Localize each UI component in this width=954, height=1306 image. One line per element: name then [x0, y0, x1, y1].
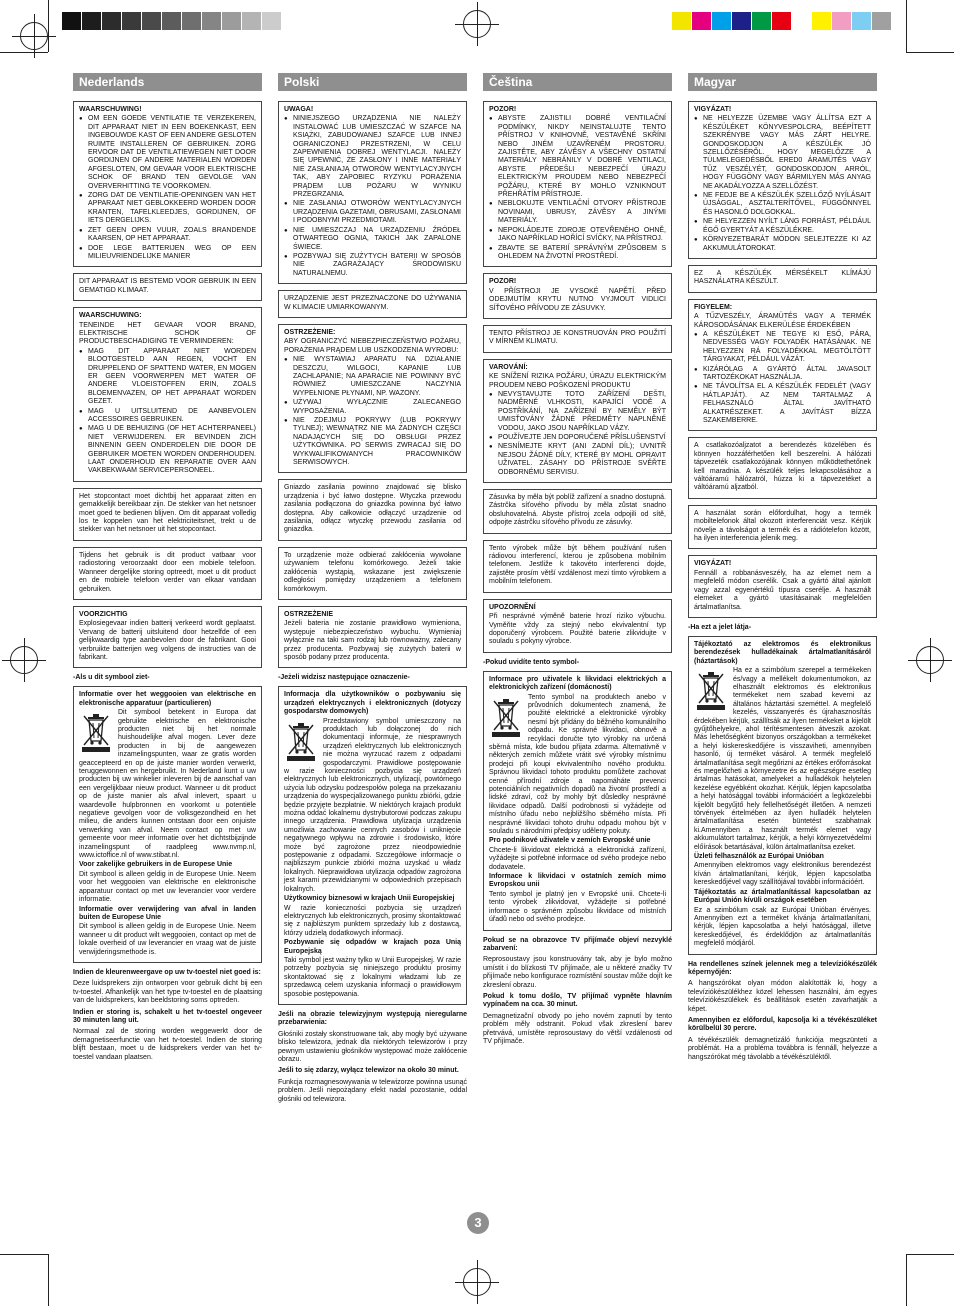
- crop-mark: [0, 52, 48, 53]
- warning-item: ● NIE ZASŁANIAJ OTWORÓW WENTYLACYJNYCH URZĄDZENIA GAZETAMI, OBRUSAMI, ZASŁONAMI I PODOBNYMI PRZEDMIOTAMI.: [284, 200, 461, 225]
- warning-intro: A TŰZVESZÉLY, ÁRAMÜTÉS VAGY A TERMÉK KÁROSODÁSÁNAK ELKERÜLÉSE ÉRDEKÉBEN: [694, 313, 871, 329]
- tv-off-text: A tévékészülék demagnetizáló funkciója megszünteti a problémát. Ha a probléma továbbra is fennáll, helyezze a hangszórókat még távolabb a tévékészüléktől.: [688, 1036, 877, 1061]
- disposal-text: Tento symbol na produktech anebo v průvodních dokumentech znamená, že použité elektrické a elektronické výrobky nesmí být přidány do běžného komunálního odpadu. Ke správné likvidaci, obnově a recyklaci doručte tyto výrobky na určená sběrná místa, kde budou přijata zdarma. Alternativně v některých zemích můžete vrátit své výrobky místnímu prodejci při koupi ekvivalentního nového produktu. Správnou likvidací tohoto produktu pomůžete zachovat cenné přírodní zdroje a napomáháte prevenci potenciálních negativních dopadů na životní prostředí a lidské zdraví, což by mohly být důsledky nesprávné likvidace odpadů. Další podrobnosti si vyžádejte od místního úřadu nebo nejbližšího sběrného místa. Při nesprávné likvidaci tohoto druhu odpadu mohou být v souladu s národními předpisy uděleny pokuty.: [489, 693, 666, 836]
- warning-item: ● ABYSTE ZAJISTILI DOBRÉ VENTILAČNÍ PODMÍNKY, NIKDY NEINSTALUJTE TENTO PŘÍSTROJ V KNIHOVNĚ, VESTAVĚNÉ SKŘÍNI NEBO JINÉM UZAVŘENÉM PROSTORU. ZAJISTĚTE, ABY ZÁVĚSY A VŠECHNY OSTATNÍ MATERIÁLY NEBRÁNILY V DOBRÉ VENTILACI, ABYSTE PŘEDEŠLI NEBEZPEČÍ ÚRAZU ELEKTRICKÝM PROUDEM NEBO NEBEZPEČÍ POŽÁRU, KTERÉ BY MOHLO VZNIKNOUT PŘEHŘÁTÍM PŘÍSTROJE.: [489, 115, 666, 199]
- warning-title: VAROVÁNÍ:: [489, 363, 528, 371]
- warning-intro: TENEINDE HET GEVAAR VOOR BRAND, ELEKTRISCHE SCHOK OF PRODUCTBESCHADIGING TE VERMINDEREN:: [79, 321, 256, 346]
- warning-intro: ABY OGRANICZYĆ NIEBEZPIECZEŃSTWO POŻARU, PORAŻENIA PRĄDEM LUB USZKODZENIA WYROBU:: [284, 338, 461, 354]
- warning-intro: KE SNÍŽENÍ RIZIKA POŽÁRU, ÚRAZU ELEKTRICKÝM PROUDEM NEBO POŠKOZENÍ PRODUKTU: [489, 373, 666, 389]
- warning-title: POZOR!: [489, 106, 517, 113]
- disposal-text: Ha ez a szimbólum szerepel a termékeken és/vagy a mellékelt dokumentumokon, az elhasznált elektromos és elektronikus termékeket nem szabad keverni az általános háztartási szeméttel. A megfelelő kezelés, visszanyerés és újrahasznosítás érdekében kérjük, szállítsák az ilyen termékeket a kijelölt gyűjtőhelyekre, ahol térítésmentesen átveszik azokat. Más lehetőségként bizonyos országokban a termékeket a helyi kiskereskedőjére is visszaviheti, amennyiben hasonló, új terméket vásárol. A termék megfelelő ártalmatlanítása segít megőrizni az értékes erőforrásokat és megelőzheti a környezetre és az egészségre esetleg ártalmas hatásokat, amelyeket a hulladékok helytelen kezelése egyébként okozhat. Kérjük, lépjen kapcsolatba a helyi hatósággal további információért a legközelebbi kijelölt begyűjtő hely fellelhetőségét illetően. A nemzeti törvények értelmében az ilyen hulladék helytelen ártalmatlanítása esetén büntetést szabhatnak ki.Amennyiben a használt termék elemet vagy akkumulátort tartalmaz, kérjük, a helyi környezetvédelmi előírások betartásával, külön ártalmatlanítsa ezeket.: [694, 667, 871, 851]
- warning-title: OSTRZEŻENIE:: [284, 328, 336, 336]
- tv-color-title: Pokud se na obrazovce TV přijímače objeví nezvyklé zabarvení:: [483, 936, 672, 952]
- caution-text: V PŘÍSTROJI JE VYSOKÉ NAPĚTÍ. PŘED ODEJMUTÍM KRYTU NUTNO VYJMOUT VIDLICI SÍŤOVÉHO PŘÍVODU ZE ZÁSUVKY.: [489, 287, 666, 312]
- tv-color-title: Ha rendellenes színek jelennek meg a televíziókészülék képernyőjén:: [688, 960, 877, 976]
- language-header: Nederlands: [73, 73, 262, 91]
- warning-item: ● UŻYWAJ WYŁĄCZNIE ZALECANEGO WYPOSAŻENIA.: [284, 399, 461, 416]
- crossed-bin-icon: [489, 696, 523, 738]
- warning-item: ● MAG U DE BEHUIZING (OF HET ACHTERPANEEL) NIET VERWIJDEREN. ER BEVINDEN ZICH BINNENIN GEEN ONDERDELEN DIE DOOR DE GEBRUIKER MOETEN WORDEN ONDERHOUDEN. LAAT ONDERHOUD EN REPARATIE OVER AAN VAKBEKWAAM SERVICEPERSONEEL.: [79, 425, 256, 475]
- caution-title: POZOR!: [489, 278, 517, 286]
- warning-item: ● NIE WYSTAWIAJ APARATU NA DZIAŁANIE DESZCZU, WILGOCI, KAPANIE LUB ZACHLAPANIE; NA APARACIE NIE POWINNY BYĆ RÓWNIEŻ UMIESZCZANE NACZYNIA WYPEŁNIONE PŁYNAMI, NP. WAZONY.: [284, 356, 461, 398]
- plug-text: A csatlakozóaljzatot a berendezés közelében és könnyen hozzáférhetően kell beszerelni. A hálózati tápvezeték csatlakozójának könnyen működtethetőnek kell maradnia. A készülék teljes lekapcsolásához a váltóáramú hálózatról, húzza ki a tápvezetéket a váltóáramú aljzatból.: [694, 442, 871, 492]
- warning-item: ● POUŽÍVEJTE JEN DOPORUČENÉ PŘÍSLUŠENSTVÍ: [489, 434, 666, 442]
- caution-text: Jeżeli bateria nie zostanie prawidłowo wymieniona, występuje niebezpieczeństwo wybuchu. Wymieniaj wyłącznie na taki sam rodzaj lub równoważny, zalecany przez producenta. Pozbywaj się zużytych baterii w sposób podany przez producenta.: [284, 620, 461, 661]
- registration-mark-top-center: [455, 2, 499, 46]
- tv-color-text: Deze luidsprekers zijn ontworpen voor gebruik dicht bij een tv-toestel. Afhankelijk van het type tv-toestel en de plaatsing van de luidsprekers, kan beeldstoring soms optreden.: [73, 980, 262, 1005]
- radio-interference-box: [73, 547, 262, 600]
- power-plug-box: [278, 479, 467, 540]
- crop-mark: [906, 1254, 954, 1255]
- warning-list: [489, 391, 666, 477]
- process-color-bar: [672, 12, 892, 30]
- color-swatch: [732, 12, 752, 30]
- registration-mark-right: [908, 638, 952, 682]
- language-header: Polski: [278, 73, 467, 91]
- disposal-title: Informatie over het weggooien van elektrische en elektronische apparatuur (particulieren): [79, 691, 256, 707]
- symbol-label: -Jeżeli widzisz następujące oznaczenie-: [278, 674, 410, 682]
- disposal-title: Informacja dla użytkowników o pozbywaniu się urządzeń elektrycznych i elektronicznych (dotyczy gospodarstw domowych): [284, 691, 461, 716]
- radio-text: A használat során előfordulhat, hogy a termék mobiltelefonok által okozott interferenciát vesz. Kérjük növelje a távolságot a termék és a rádiótelefon között, ha ilyen interferencia jelenik meg.: [694, 509, 871, 543]
- radio-text: Tento výrobek může být během používání rušen rádiovou interferencí, kterou je způsobena mobilním telefonem. Jestliže k takovéto interferenci dojde, zajistěte prosím větší vzdálenost mezi tímto výrobkem a mobilním telefonem.: [489, 544, 666, 586]
- warning-item: ● OM EEN GOEDE VENTILATIE TE VERZEKEREN, DIT APPARAAT NIET IN EEN BOEKENKAST, EEN INGEBOUWDE KAST OF EEN ANDERE GESLOTEN RUIMTE INSTALLEREN OF GEBRUIKEN. ZORG ERVOOR DAT DE VENTILATIEWEGEN NIET DOOR GORDIJNEN OF ANDERE MATERIALEN WORDEN AFGESLOTEN, OM GEVAAR VOOR ELEKTRISCHE SCHOK OF BRAND TEN GEVOLGE VAN OVERVERHITTING TE VOORKOMEN.: [79, 115, 256, 191]
- column-magyar: [688, 73, 877, 1065]
- warning-item: ● NEBLOKUJTE VENTILAČNÍ OTVORY PŘÍSTROJE NOVINAMI, UBRUSY, ZÁVĚSY A JINÝMI MATERIÁLY.: [489, 200, 666, 225]
- disposal-title: Informace pro uživatele k likvidaci elektrických a elektronických zařízení (domácnosti): [489, 675, 666, 692]
- disposal-info-box: [688, 636, 877, 955]
- warning-item: ● NIE UMIESZCZAJ NA URZĄDZENIU ŹRÓDEŁ OTWARTEGO OGNIA, TAKICH JAK ZAPALONE ŚWIECE.: [284, 227, 461, 252]
- tv-off-title: Pokud k tomu došlo, TV přijímač vypněte hlavním vypínačem na cca. 30 minut.: [483, 992, 672, 1009]
- disposal-info-box: [73, 686, 262, 963]
- color-swatch: [712, 12, 732, 30]
- color-swatch: [242, 12, 262, 30]
- crop-mark: [0, 1254, 48, 1255]
- color-swatch: [852, 12, 872, 30]
- warning-list: [284, 115, 461, 278]
- warning-list: [694, 115, 871, 253]
- climate-text: DIT APPARAAT IS BESTEMD VOOR GEBRUIK IN EEN GEMATIGD KLIMAAT.: [79, 278, 256, 294]
- tv-color-title: Jeśli na obrazie telewizyjnym występują nieregularne przebarwienia:: [278, 1010, 467, 1027]
- crop-mark: [48, 0, 49, 52]
- power-plug-box: [483, 489, 672, 534]
- outside-eu-text: Ez a szimbólum csak az Európai Unióban érvényes. Amennyiben ezt a terméket kívánja ártalmatlanítani, kérjük, lépjen kapcsolatba a helyi hatósággal, illetve kereskedőjével, és érdeklődjön az ártalmatlanítás megfelelő módjáról.: [694, 906, 871, 948]
- color-swatch: [832, 12, 852, 30]
- color-swatch: [872, 12, 892, 30]
- plug-text: Gniazdo zasilania powinno znajdować się blisko urządzenia i być łatwo dostępne. Wtyczka przewodu zasilania podłączona do gniazdka powinna być łatwo dostępna. Aby całkowicie odłączyć urządzenie od zasilania, odłącz wtyczkę przewodu zasilania od gniazdka.: [284, 484, 461, 534]
- battery-caution-box: [688, 555, 877, 617]
- high-voltage-caution-box: [483, 273, 672, 319]
- warning-list: [489, 115, 666, 261]
- warning-item: ● NE HELYEZZE ÜZEMBE VAGY ÁLLÍTSA EZT A KÉSZÜLÉKET KÖNYVESPOLCRA, BEÉPÍTETT SZEKRÉNYBE VAGY MÁS ZÁRT HELYRE. GONDOSKODJON A KÉSZÜLÉK JÓ SZELLŐZÉSÉRŐL. HOGY MEGELŐZZE A TÚLMELEGEDÉSBŐL ERED0 ÁRAMÜTÉS VAGY TŰZ VESZÉLYÉT, GONDOSKODJON ARRÓL, HOGY FÜGGÖNY VAGY BÁRMILYEN MÁS ANYAG NE AKADÁLYOZZA A SZELLŐZÉST.: [694, 115, 871, 191]
- battery-caution-box: [73, 606, 262, 668]
- color-swatch: [752, 12, 772, 30]
- caution-title: UPOZORNĚNÍ: [489, 603, 536, 611]
- language-header: Čeština: [483, 73, 672, 91]
- tv-color-text: Głośniki zostały skonstruowane tak, aby mogły być używane blisko telewizora, jednak dla niektórych telewizorów i przy pewnym ustawieniu głośników występować może zakłócenie obrazu.: [278, 1030, 467, 1063]
- business-users-text: Chcete-li likvidovat elektrická a elektronická zařízení, vyžádejte si potřebné informace od svého prodejce nebo dodavatele.: [489, 846, 666, 871]
- tv-off-text: Normaal zal de storing worden weggewerkt door de demagnetiseerfunctie van het tv-toestel. Indien de storing blijft bestaan, moet u de luidsprekers verder van het tv-toestel vandaan plaatsen.: [73, 1028, 262, 1061]
- color-swatch: [202, 12, 222, 30]
- radio-interference-box: [483, 540, 672, 593]
- warning-item: ● DOE LEGE BATTERIJEN WEG OP EEN MILIEUVRIENDELIJKE MANIER: [79, 245, 256, 262]
- outside-eu-title: Pozbywanie się odpadów w krajach poza Unią Europejską: [284, 939, 461, 955]
- color-swatch: [282, 12, 302, 30]
- climate-text: TENTO PŘÍSTROJ JE KONSTRUOVÁN PRO POUŽITÍ V MÍRNÉM KLIMATU.: [489, 329, 666, 346]
- ventilation-warning-box: [688, 101, 877, 259]
- caution-text: Při nesprávné výměně baterie hrozí riziko výbuchu. Vyměňte vždy za stejný nebo ekvivalentní typ doporučený výrobcem. Použité baterie zlikvidujte v souladu s pokyny výrobce.: [489, 613, 666, 646]
- symbol-label: -Als u dit symbool ziet-: [73, 674, 150, 682]
- color-swatch: [162, 12, 182, 30]
- caution-text: Explosiegevaar indien batterij verkeerd wordt geplaatst. Vervang de batterij uitsluitend door hetzelfde of een gelijkwaardig type aanbevolen door de fabrikant. Gooi verbruikte batterijen weg volgens de instructies van de fabrikant.: [79, 620, 256, 661]
- radio-interference-box: [278, 547, 467, 600]
- climate-text: URZĄDZENIE JEST PRZEZNACZONE DO UŻYWANIA W KLIMACIE UMIARKOWANYM.: [284, 295, 461, 311]
- outside-eu-title: Tájékoztatás az ártalmatlanítással kapcsolatban az Európai Unión kívüli országok esetében: [694, 888, 871, 905]
- business-users-title: Użytkownicy biznesowi w krajach Unii Europejskiej: [284, 895, 455, 903]
- column-polski: [278, 73, 467, 1107]
- warning-item: ● ZORG DAT DE VENTILATIE-OPENINGEN VAN HET APPARAAT NIET GEBLOKKEERD WORDEN DOOR KRANTEN, TAFELKLEEDJES, GORDIJNEN, OF IETS DERGELIJKS.: [79, 192, 256, 226]
- warning-title: FIGYELEM:: [694, 303, 733, 311]
- power-plug-box: [73, 488, 262, 541]
- tv-off-text: Funkcja rozmagnesowywania w telewizorze powinna usunąć problem. Jeśli niepożądany efekt nadal pozostanie, oddal głośniki od telewizora.: [278, 1078, 467, 1103]
- color-swatch: [692, 12, 712, 30]
- tv-color-text: Reprosoustavy jsou konstruovány tak, aby je bylo možno umístit i do blízkosti TV přijímače, ale u některé značky TV přijímače nebo konfigurace rozmístění soustav může dojít ke zkreslení obrazu.: [483, 956, 672, 989]
- fire-shock-warning-box: [73, 307, 262, 482]
- outside-eu-text: Tento symbol je platný jen v Evropské unii. Chcete-li tento výrobek zlikvidovat, vyžádejte si potřebné informace o správném způsobu likvidace od místních úřadů nebo od svého prodejce.: [489, 890, 666, 924]
- symbol-label: -Ha ezt a jelet látja-: [688, 623, 752, 631]
- crop-mark: [906, 52, 954, 53]
- color-swatch: [772, 12, 792, 30]
- color-swatch: [142, 12, 162, 30]
- outside-eu-title: Informatie over verwijdering van afval in landen buiten de Europese Unie: [79, 905, 256, 921]
- business-users-text: W razie konieczności pozbycia się urządzeń elektrycznych lub elektronicznych, prosimy skontaktować się z najbliższym punktem sprzedaży lub z dostawcą, którzy udzielą dodatkowych informacji.: [284, 904, 461, 937]
- warning-item: ● NEPOKLÁDEJTE ZDROJE OTEVŘENÉHO OHNĚ, JAKO NAPŘÍKLAD HOŘÍCÍ SVÍČKY, NA PŘÍSTROJ.: [489, 227, 666, 244]
- radio-interference-box: [688, 505, 877, 550]
- registration-mark-left: [2, 638, 46, 682]
- climate-notice-box: [688, 265, 877, 293]
- climate-notice-box: [73, 273, 262, 301]
- color-swatch: [122, 12, 142, 30]
- outside-eu-text: Taki symbol jest ważny tylko w Unii Europejskej. W razie potrzeby pozbycia się niniejszego produktu prosimy skontaktować się z lokalnymi władzami lub ze sprzedawcą celem uzyskania informacji o prawidłowym sposobie postępowania.: [284, 956, 461, 998]
- tv-color-title: Indien de kleurenweergave op uw tv-toestel niet goed is:: [73, 968, 261, 976]
- grayscale-color-bar: [62, 12, 302, 30]
- color-swatch: [82, 12, 102, 30]
- ventilation-warning-box: [278, 101, 467, 284]
- warning-list: [284, 356, 461, 467]
- warning-item: ● ZET GEEN OPEN VUUR, ZOALS BRANDENDE KAARSEN, OP HET APPARAAT.: [79, 227, 256, 244]
- fire-shock-warning-box: [688, 299, 877, 432]
- symbol-label: -Pokud uvidíte tento symbol-: [483, 658, 580, 666]
- disposal-info-box: [278, 686, 467, 1005]
- warning-item: ● NE TÁVOLÍTSA EL A KÉSZÜLÉK FEDELÉT (VAGY HÁTLAPJÁT). AZ NEM TARTALMAZ A FELHASZNÁLÓ ÁLTAL JAVÍTHATÓ ALKATRÉSZEKET. A JAVÍTÁST BÍZZA SZAKEMBERRE.: [694, 383, 871, 425]
- warning-item: ● NE FEDJE BE A KÉSZÜLÉK SZELLŐZŐ NYÍLÁSAIT ÚJSÁGGAL, ASZTALTERÍTŐVEL, FÜGGÖNNYEL ÉS HASONLÓ DOLGOKKAL.: [694, 192, 871, 217]
- warning-item: ● MAG U UITSLUITEND DE AANBEVOLEN ACCESSOIRES GEBRUIKEN.: [79, 408, 256, 425]
- warning-list: [694, 331, 871, 425]
- warning-item: ● KIZÁRÓLAG A GYÁRTÓ ÁLTAL JAVASOLT TARTOZÉKOKAT HASZNÁLJA.: [694, 366, 871, 383]
- tv-off-title: Jeśli to się zdarzy, wyłącz telewizor na około 30 minut.: [278, 1067, 459, 1075]
- crossed-bin-icon: [79, 711, 113, 753]
- color-swatch: [792, 12, 812, 30]
- warning-item: ● NESNÍMEJTE KRYT (ANI ZADNÍ DÍL); UVNITŘ NEJSOU ŽÁDNÉ DÍLY, KTERÉ BY MOHL OPRAVIT UŽIVATEL. ZÁSAHY DO PŘÍSTROJE SVĚŘTE ODBORNÉMU SERVISU.: [489, 443, 666, 477]
- warning-item: ● NE HELYEZZEN NYÍLT LÁNG FORRÁST, PÉLDÁUL ÉGŐ GYERTYÁT A KÉSZÜLÉKRE.: [694, 218, 871, 235]
- tv-off-title: Amennyiben ez előfordul, kapcsolja ki a tévékészüléket körülbelül 30 percre.: [688, 1016, 877, 1033]
- business-users-text: Amennyiben elektromos vagy elektronikus berendezést kíván ártalmatlanítani, kérjük, lépjen kapcsolatba kereskedőjével vagy szállítójával további információért.: [694, 862, 871, 887]
- climate-notice-box: [483, 325, 672, 353]
- crossed-bin-icon: [694, 669, 728, 711]
- registration-mark-bottom-center: [455, 1260, 499, 1304]
- warning-item: ● NINIEJSZEGO URZĄDZENIA NIE NALEŻY INSTALOWAĆ LUB UMIESZCZAĆ W SZAFCE NA KSIĄŻKI, ZABUDOWANEJ SZAFCE LUB INNEJ OGRANICZONEJ PRZESTRZENI, W CELU ZAPEWNIENIA DOBREJ WENTYLACJI. NALEŻY SIĘ UPEWNIĆ, ŻE ZASŁONY I INNE MATERIAŁY NIE ZASŁANIAJĄ OTWORÓW WENTYLACYJNYCH TAK, ABY ZAPOBIEC RYZYKU PORAŻENIA PRĄDEM LUB POŻARU W WYNIKU PRZEGRZANIA.: [284, 115, 461, 199]
- warning-item: ● POZBYWAJ SIĘ ZUŻYTYCH BATERII W SPOSÓB NIE ZAGRAŻAJĄCY ŚRODOWISKU NATURALNEMU.: [284, 253, 461, 278]
- business-users-title: Pro podnikové uživatele v zemích Evropské unie: [489, 837, 651, 845]
- crossed-bin-icon: [284, 720, 318, 762]
- color-swatch: [102, 12, 122, 30]
- plug-text: Zásuvka by měla být poblíž zařízení a snadno dostupná. Zástrčka síťového přívodu by měla zůstat snadno obsluhovatelná. Abyste přístroj zcela odpojili od sítě, odpojte zástrčku síťového přívodu ze zásuvky.: [489, 494, 666, 527]
- disposal-text: Dit symbool betekent in Europa dat gebruikte elektrische en elektronische producten niet bij het normale huishoudelijke afval mogen. Lever deze producten in bij de aangewezen inzamelingspunten, waar ze gratis worden geaccepteerd en op de juiste manier worden verwerkt, teruggewonnen en hergebruikt. In Nederland kunt u uw producten bij uw winkelier inleveren bij de aanschaf van een vergelijkbaar nieuw product. Wanneer u dit product op de juiste manier als afval inlevert, spaart u waardevolle hulpbronnen en voorkomt u potentiële negatieve gevolgen voor de volksgezondheid en het milieu, die anders kunnen ontstaan door een onjuiste verwerking van afval. Neem contact op met uw gemeente voor meer informatie over het dichtstbijzijnde inzamelingspunt of raadpleeg www.nvmp.nl, www.ictoffice.nl of www.stibat.nl.: [79, 709, 256, 860]
- column-nederlands: [73, 73, 262, 1065]
- disposal-title: Tájékoztató az elektromos és elektronikus berendezések hulladékainak ártalmatlanításáról (háztartások): [694, 640, 871, 665]
- color-swatch: [222, 12, 242, 30]
- fire-shock-warning-box: [278, 324, 467, 474]
- color-swatch: [812, 12, 832, 30]
- radio-text: To urządzenie może odbierać zakłócenia wywołane używaniem telefonu komórkowego. Jeżeli takie zakłócenia wystąpią, wskazane jest zwiększenie odległości pomiędzy urządzeniem a telefonem komórkowym.: [284, 551, 461, 593]
- crop-mark: [48, 1254, 49, 1306]
- warning-title: UWAGA!: [284, 106, 314, 113]
- warning-item: ● NEVYSTAVUJTE TOTO ZAŘÍZENÍ DEŠTI, NADMĚRNÉ VLHKOSTI, KAPAJÍCÍ VODĚ A POSTŘÍKÁNÍ, NA ZAŘÍZENÍ BY NEMĚLY BÝT UMISŤOVÁNY ŽÁDNÉ PŘEDMĚTY NAPLNĚNÉ VODOU, JAKO JSOU NAPŘÍKLAD VÁZY.: [489, 391, 666, 433]
- warning-title: VIGYÁZAT!: [694, 106, 732, 113]
- battery-caution-box: [278, 606, 467, 668]
- climate-notice-box: [278, 290, 467, 318]
- warning-item: ● ZBAVTE SE BATERIÍ SPRÁVNÝM ZPŮSOBEM S OHLEDEM NA ŽIVOTNÍ PROSTŘEDÍ.: [489, 245, 666, 262]
- warning-item: ● NIE ZDEJMUJ POKRYWY (LUB POKRYWY TYLNEJ); WEWNĄTRZ NIE MA ŻADNYCH CZĘŚCI NADAJĄCYCH SIĘ DO OBSŁUGI PRZEZ UŻYTKOWNIKA. PO SERWIS ZWRACAJ SIĘ DO WYKWALIFIKOWANYCH PRACOWNIKÓW SERWISOWYCH.: [284, 417, 461, 467]
- caution-text: Fennáll a robbanásveszély, ha az elemet nem a megfelelő módon cserélik. Csak a gyártó által ajánlott vagy azzal egyenértékű típusra cserélje. A használt elemeket a gyártó utasításainak megfelelően ártalmatlanítsa.: [694, 569, 871, 611]
- disposal-info-box: [483, 671, 672, 931]
- plug-text: Het stopcontact moet dichtbij het apparaat zitten en gemakkelijk bereikbaar zijn. De stekker van het netsnoer moet goed te bedienen blijven. Om dit apparaat volledig los te koppelen van het elektriciteitsnet, trekt u de stekker van het netsnoer uit het stopcontact.: [79, 492, 256, 534]
- caution-title: VOORZICHTIG: [79, 610, 128, 618]
- warning-title: WAARSCHUWING:: [79, 312, 142, 320]
- color-swatch: [182, 12, 202, 30]
- warning-title: WAARSCHUWING!: [79, 106, 142, 113]
- warning-item: ● KÖRNYEZETBARÁT MÓDON SELEJTEZZE KI AZ AKKUMULÁTOROKAT.: [694, 236, 871, 253]
- business-users-title: Voor zakelijke gebruikers in de Europese Unie: [79, 861, 233, 869]
- radio-text: Tijdens het gebruik is dit product vatbaar voor radiostoring veroorzaakt door een mobiele telefoon. Wanneer dergelijke storing optreedt, moet u dit product en de mobiele telefoon verder van elkaar vandaan gebruiken.: [79, 551, 256, 593]
- warning-list: [79, 348, 256, 476]
- business-users-title: Üzleti felhasználók az Európai Unióban: [694, 853, 824, 861]
- warning-list: [79, 115, 256, 261]
- warning-item: ● MAG DIT APPARAAT NIET WORDEN BLOOTGESTELD AAN REGEN, VOCHT EN DRUPPELEND OF SPATTEND WATER, EN MOGEN ER GEEN VOORWERPEN MET WATER OF ANDERE VLOEISTOFFEN ERIN, ZOALS BLOEMENVAZEN, OP HET APPARAAT WORDEN GEZET.: [79, 348, 256, 407]
- outside-eu-text: Dit symbool is alleen geldig in de Europese Unie. Neem wanneer u dit product wilt weggooien, contact op met de lokale overheid of uw leverancier en vraag wat de juiste verwijderingsmethode is.: [79, 923, 256, 956]
- fire-shock-warning-box: [483, 359, 672, 483]
- page-number: 3: [467, 1212, 489, 1234]
- power-plug-box: [688, 437, 877, 498]
- ventilation-warning-box: [483, 101, 672, 267]
- warning-item: ● A KÉSZÜLÉKET NE TEGYE KI ESŐ, PÁRA, NEDVESSÉG VAGY FOLYADÉK HATÁSÁNAK. NE HELYEZZEN RÁ FOLYADÉKKAL MEGTÖLTÖTT TÁRGYAKAT, PÉLDÁUL VÁZÁT.: [694, 331, 871, 365]
- crop-mark: [906, 0, 907, 52]
- column-cestina: [483, 73, 672, 1049]
- climate-text: EZ A KÉSZÜLÉK MÉRSÉKELT KLÍMÁJÚ HASZNÁLATRA KÉSZÜLT.: [694, 269, 871, 286]
- tv-off-text: Demagnetizační obvody po jeho novém zapnutí by tento problém měly odstranit. Pokud však zkreslení barev přetrvává, umístěte reprosoustavy do větší vzdálenosti od TV přijímače.: [483, 1012, 672, 1045]
- outside-eu-title: Informace k likvidaci v ostatních zemích mimo Evropskou unii: [489, 873, 666, 889]
- tv-color-text: A hangszórókat olyan módon alakították ki, hogy a televíziókészülékhez közel lehessen használni, ám egyes televíziókészülékek és beállítások esetén zavarhatják a képet.: [688, 980, 877, 1013]
- language-header: Magyar: [688, 73, 877, 91]
- color-swatch: [262, 12, 282, 30]
- business-users-text: Dit symbool is alleen geldig in de Europese Unie. Neem voor het weggooien van elektrische en elektronische apparatuur contact op met uw leverancier voor verdere informatie.: [79, 870, 256, 904]
- tv-off-title: Indien er storing is, schakelt u het tv-toestel ongeveer 30 minuten lang uit.: [73, 1008, 262, 1024]
- battery-caution-box: [483, 599, 672, 653]
- ventilation-warning-box: [73, 101, 262, 267]
- caution-title: VIGYÁZAT!: [694, 560, 732, 568]
- color-swatch: [672, 12, 692, 30]
- color-swatch: [62, 12, 82, 30]
- crop-mark: [906, 1254, 907, 1306]
- caution-title: OSTRZEŻENIE: [284, 610, 334, 618]
- disposal-text: Przedstawiony symbol umieszczony na produktach lub dołączonej do nich dokumentacji informuje, że niesprawnych urządzeń elektrycznych lub elektronicznych nie można wyrzucać razem z odpadami gospodarczymi. Prawidłowe postępowanie w razie konieczności pozbycia się urządzeń elektrycznych lub elektronicznych, utylizacji, powtórnego użycia lub odzysku podzespołów polega na przekazaniu urządzenia do wyspecjalizowanego punktu zbiórki, gdzie będzie przyjęte bezpłatnie. W niektórych krajach produkt można oddać lokalnemu dystrybutorowi podczas zakupu innego urządzenia. Prawidłowa utylizacja urządzenia umożliwia zachowanie cennych zasobów i uniknięcie negatywnego wpływu na zdrowie i środowisko, które może być zagrożone przez nieodpowiednie postępowanie z odpadami. Szczegółowe informacje o najbliższym punkcie zbiórki można uzyskać u władz lokalnych. Nieprawidłowa utylizacja odpadów zagrożona jest karami przewidzianymi w odpowiednich przepisach lokalnych.: [284, 717, 461, 893]
